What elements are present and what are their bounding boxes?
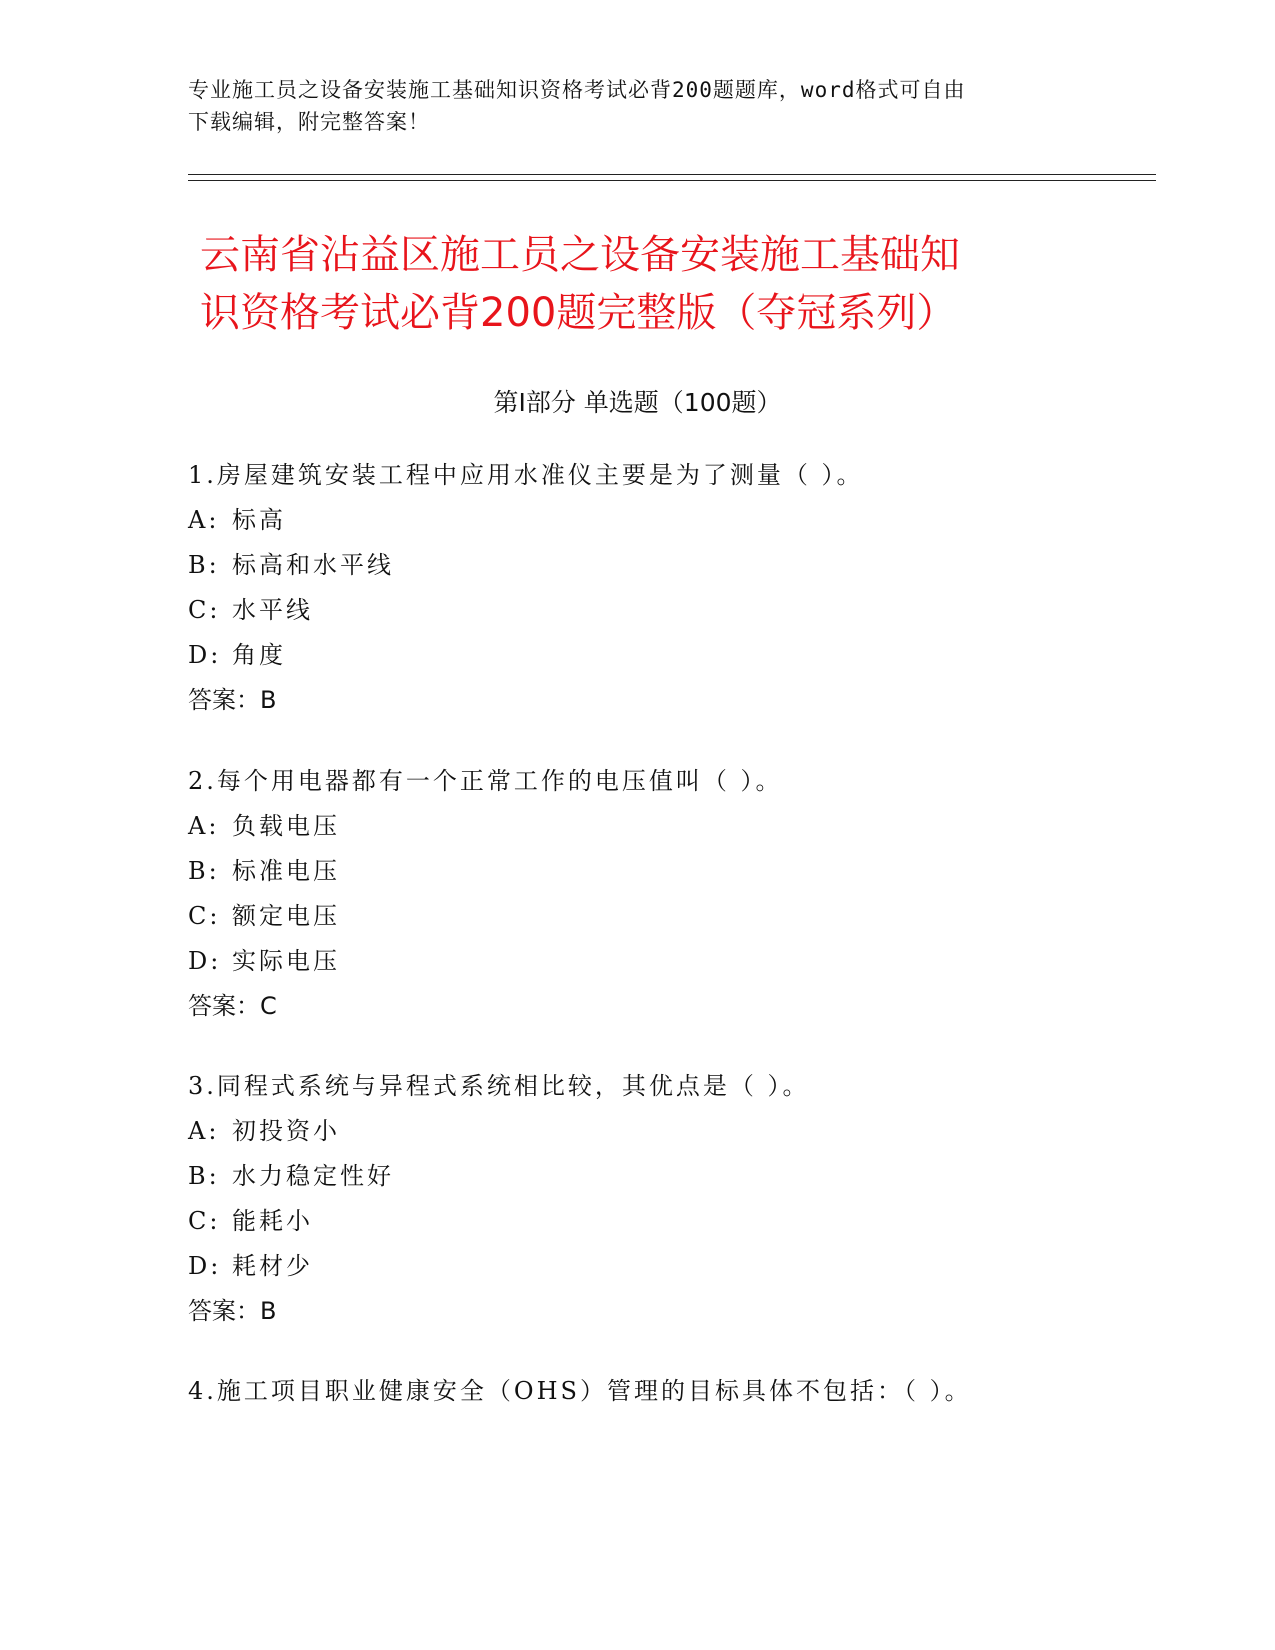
option-text: 标高和水平线 — [232, 551, 394, 579]
question-stem: 4.施工项目职业健康安全（OHS）管理的目标具体不包括：（ ）。 — [188, 1377, 972, 1405]
option-b — [188, 849, 1188, 894]
option-text: 实际电压 — [232, 947, 340, 975]
option-letter: D: — [188, 1252, 222, 1280]
document-title — [200, 226, 1100, 342]
option-c — [188, 588, 1188, 633]
option-text: 初投资小 — [232, 1117, 340, 1145]
option-text: 水平线 — [232, 596, 313, 624]
option-letter: B: — [188, 551, 220, 579]
question-stem: 3.同程式系统与异程式系统相比较，其优点是（ ）。 — [188, 1072, 810, 1100]
option-d — [188, 1244, 1188, 1289]
option-text: 额定电压 — [232, 902, 340, 930]
question-stem: 1.房屋建筑安装工程中应用水准仪主要是为了测量（ ）。 — [188, 461, 864, 489]
header-note-line2: 下载编辑，附完整答案！ — [188, 110, 430, 134]
option-letter: D: — [188, 641, 222, 669]
question-3 — [188, 1064, 1188, 1334]
option-a — [188, 804, 1188, 849]
document-title-line2: 识资格考试必背200题完整版（夺冠系列） — [200, 290, 957, 336]
option-letter: C: — [188, 596, 221, 624]
option-letter: A: — [188, 1117, 220, 1145]
option-text: 负载电压 — [232, 812, 340, 840]
answer: 答案：C — [188, 992, 277, 1020]
option-text: 标准电压 — [232, 857, 340, 885]
option-letter: B: — [188, 857, 220, 885]
answer: 答案：B — [188, 1297, 277, 1325]
option-text: 水力稳定性好 — [232, 1162, 394, 1190]
option-letter: A: — [188, 506, 220, 534]
option-text: 能耗小 — [232, 1207, 313, 1235]
option-letter: C: — [188, 1207, 221, 1235]
question-1 — [188, 453, 1188, 723]
option-letter: D: — [188, 947, 222, 975]
option-a — [188, 498, 1188, 543]
option-c — [188, 894, 1188, 939]
header-divider-bottom — [188, 180, 1156, 181]
option-letter: A: — [188, 812, 220, 840]
option-d — [188, 633, 1188, 678]
question-stem: 2.每个用电器都有一个正常工作的电压值叫（ ）。 — [188, 767, 783, 795]
option-d — [188, 939, 1188, 984]
option-text: 标高 — [232, 506, 286, 534]
document-title-line1: 云南省沾益区施工员之设备安装施工基础知 — [200, 232, 960, 278]
option-letter: B: — [188, 1162, 220, 1190]
option-b — [188, 543, 1188, 588]
option-b — [188, 1154, 1188, 1199]
option-c — [188, 1199, 1188, 1244]
option-a — [188, 1109, 1188, 1154]
header-divider-top — [188, 174, 1156, 175]
option-text: 角度 — [232, 641, 286, 669]
header-note-line1: 专业施工员之设备安装施工基础知识资格考试必背200题题库，word格式可自由 — [188, 78, 966, 102]
question-2 — [188, 759, 1188, 1029]
section-title: 第Ⅰ部分 单选题（100题） — [493, 388, 782, 417]
option-letter: C: — [188, 902, 221, 930]
option-text: 耗材少 — [232, 1252, 313, 1280]
question-4 — [188, 1369, 1188, 1414]
header-note — [188, 74, 1088, 138]
answer: 答案：B — [188, 686, 277, 714]
